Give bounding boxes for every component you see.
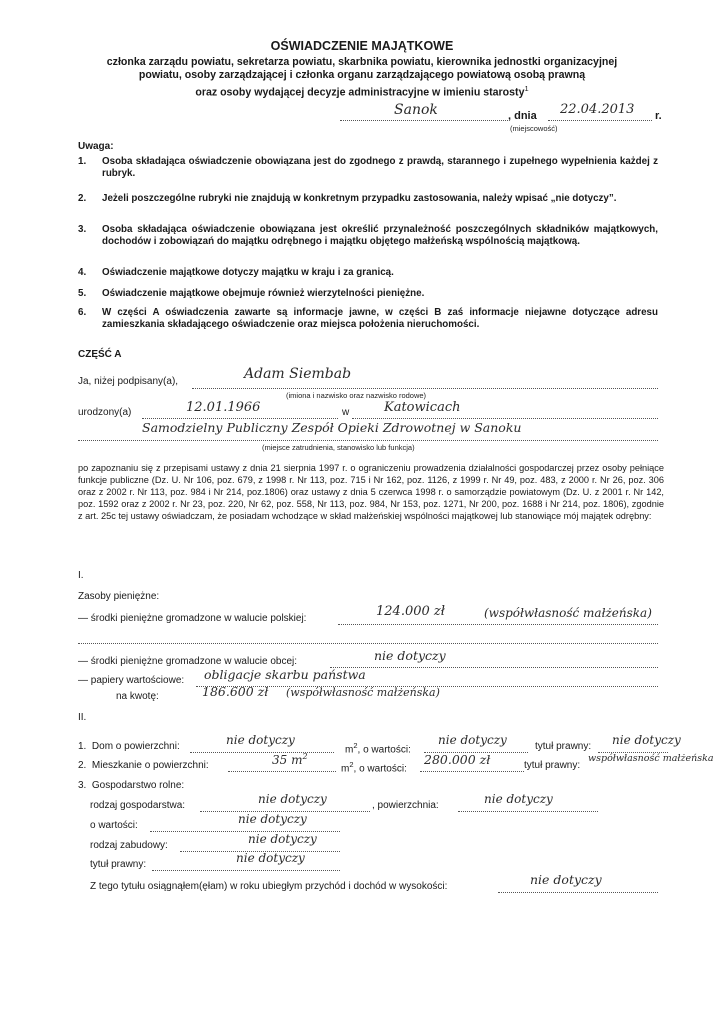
note-number: 6. [78,307,87,318]
gospodarstwo-label: Gospodarstwo rolne: [91,780,185,791]
pln-label: — środki pieniężne gromadzone w walucie polskiej: [78,613,307,624]
kwote-note[interactable]: (współwłasność małżeńska) [286,686,440,699]
mieszkanie-unit [341,760,407,774]
tytul-label: tytuł prawny: [90,859,147,870]
gospodarstwo-row [78,780,184,791]
pln-line-2 [78,643,658,644]
dom-title-label: tytuł prawny: [535,741,592,752]
uwaga-label: Uwaga: [78,141,114,152]
mieszkanie-value-line [420,771,524,772]
employment-value[interactable]: Samodzielny Publiczny Zespół Opieki Zdrowotnej w Sanoku [142,420,522,435]
dom-title-value[interactable]: nie dotyczy [612,733,681,747]
mieszkanie-area-value[interactable] [272,752,308,767]
subtitle-line-1: członka zarządu powiatu, sekretarza powiatu, skarbnika powiatu, kierownika jednostki organizacyjnej [106,56,618,68]
born-date-value[interactable]: 12.01.1966 [186,400,261,415]
place-caption: (miejscowość) [510,124,558,133]
name-value[interactable]: Adam Siembab [244,366,352,382]
kwote-value[interactable]: 186.600 zł [202,684,269,699]
dom-unit-text: m [345,744,354,756]
dom-number: 1. [78,741,87,752]
note-number: 1. [78,156,87,167]
note-text: Oświadczenie majątkowe dotyczy majątku w kraju i za granicą. [102,267,394,278]
note-number: 5. [78,288,87,299]
mieszkanie-title-value[interactable]: współwłasność małżeńska [588,753,714,764]
born-w-label: w [342,407,350,418]
mieszkanie-value[interactable]: 280.000 zł [424,752,491,767]
dom-value[interactable]: nie dotyczy [438,733,507,747]
date-value[interactable]: 22.04.2013 [560,102,635,117]
note-number: 3. [78,224,87,235]
zabudowy-value[interactable]: nie dotyczy [248,832,317,846]
dom-area-value[interactable]: nie dotyczy [226,733,295,747]
foreign-label: — środki pieniężne gromadzone w walucie obcej: [78,656,298,667]
mieszkanie-unit-sup: 2 [349,760,354,769]
born-date-line [142,418,338,419]
pln-note[interactable]: (współwłasność małżeńska) [484,606,652,620]
page-title: OŚWIADCZENIE MAJĄTKOWE [270,39,454,53]
mieszkanie-title-label: tytuł prawny: [524,760,581,771]
foreign-line [330,667,658,668]
mieszkanie-row [78,760,209,771]
dom-label: Dom o powierzchni: [91,741,180,752]
pln-value[interactable]: 124.000 zł [376,604,445,619]
dochod-value[interactable]: nie dotyczy [530,872,602,887]
mieszkanie-unit-text: m [341,763,350,775]
employment-caption: (miejsce zatrudnienia, stanowisko lub funkcja) [262,443,415,452]
dom-unit-sup: 2 [353,741,358,750]
wartosc-label: o wartości: [90,820,138,831]
pow-line [458,811,598,812]
note-text: Osoba składająca oświadczenie obowiązana jest do zgodnego z prawdą, starannego i zupełnego wypełnienia każdej z rubryk. [102,156,658,179]
tytul-line [152,870,340,871]
rodzaj-label: rodzaj gospodarstwa: [90,800,186,811]
employment-line [78,440,658,441]
dom-area-line [190,752,334,753]
law-reference-text: po zapoznaniu się z przepisami ustawy z dnia 21 sierpnia 1997 r. o ograniczeniu prowadzenia działalności gospodarczej przez osoby pełniące funkcje publiczne (Dz. U. Nr 106, poz. 679, z 1998 r. Nr 113, poz. 715 i Nr 162, poz. 1126, z 1999 r. Nr 49, poz. 483, z 2000 r. Nr 26, poz. 306 oraz z 2002 r. Nr 113, poz. 984 i Nr 214, poz.1806) oraz ustawy z dnia 5 czerwca 1998 r. o samorządzie powiatowym (Dz. U. z 2001 r. Nr 142, poz. 1592 oraz z 2002 r. Nr 23, poz. 220, Nr 62, poz. 558, Nr 113, poz. 984, Nr 153, poz. 1271, Nr 200, poz. 1688 i Nr 214, poz. 1806), zgodnie z art. 25c tej ustawy oświadczam, że posiadam wchodzące w skład małżeńskiej wspólności majątkowej lub stanowiące mój majątek odrębny: [78,463,664,521]
pow-label: , powierzchnia: [372,800,439,811]
date-line [548,120,652,121]
place-value[interactable]: Sanok [394,102,438,118]
note-5 [78,288,658,300]
dochod-label: Z tego tytułu osiągnąłem(ęłam) w roku ubiegłym przychód i dochód w wysokości: [90,881,448,892]
name-caption: (imiona i nazwisko oraz nazwisko rodowe) [286,391,427,400]
note-text: Jeżeli poszczególne rubryki nie znajdują w konkretnym przypadku zastosowania, należy wpisać „nie dotyczy”. [102,193,617,204]
tytul-value[interactable]: nie dotyczy [236,851,305,865]
zabudowy-label: rodzaj zabudowy: [90,840,168,851]
born-label: urodzony(a) [78,407,132,418]
mieszkanie-area-line [228,771,336,772]
rodzaj-value[interactable]: nie dotyczy [258,792,327,806]
kwote-label: na kwotę: [116,691,159,702]
ja-label: Ja, niżej podpisany(a), [78,376,179,387]
subtitle-line-2: powiatu, osoby zarządzającej i członka organu zarządzającego powiatową osobą prawną [138,69,586,81]
mieszkanie-value-label: , o wartości: [353,763,407,775]
mieszkanie-number: 2. [78,760,87,771]
note-3 [78,224,658,248]
r-label: r. [655,110,662,122]
name-line [192,388,658,389]
note-text: Osoba składająca oświadczenie obowiązana jest określić przynależność poszczególnych składników majątkowych, dochodów i zobowiązań do majątku odrębnego i majątku objętego małżeńską wspólnością majątkową. [102,224,658,247]
pow-value[interactable]: nie dotyczy [484,792,553,806]
dnia-label: , dnia [508,110,537,122]
wartosc-value[interactable]: nie dotyczy [238,812,307,826]
note-text: Oświadczenie majątkowe obejmuje również wierzytelności pieniężne. [102,288,425,299]
place-line [340,120,508,121]
born-place-line [352,418,658,419]
note-1 [78,156,658,180]
note-number: 4. [78,267,87,278]
pln-line [338,624,658,625]
dom-value-label: , o wartości: [357,744,411,756]
section-i-label: I. [78,570,84,581]
note-2 [78,193,658,205]
mieszkanie-area-text: 35 m [272,753,303,767]
czesc-a-label: CZĘŚĆ A [78,349,122,360]
dochod-line [498,892,658,893]
gospodarstwo-number: 3. [78,780,87,791]
subtitle-line-3 [0,82,724,100]
papers-label: — papiery wartościowe: [78,675,185,686]
mieszkanie-area-sup: 2 [302,752,308,761]
mieszkanie-label: Mieszkanie o powierzchni: [91,760,209,771]
subtitle-line-3-text: oraz osoby wydającej decyzje administracyjne w imieniu starosty [195,86,525,99]
dom-unit [345,741,411,755]
papers-value[interactable]: obligacje skarbu państwa [204,667,366,682]
note-6 [78,307,658,331]
dom-row [78,741,180,752]
foreign-value[interactable]: nie dotyczy [374,648,446,663]
section-ii-label: II. [78,712,87,723]
born-place-value[interactable]: Katowicach [384,400,461,415]
note-text: W części A oświadczenia zawarte są informacje jawne, w części B zaś informacje niejawne dotyczące adresu zamieszkania składającego oświadczenie oraz miejsca położenia nieruchomości. [102,307,658,330]
note-4 [78,267,658,279]
note-number: 2. [78,193,87,204]
zasoby-label: Zasoby pieniężne: [78,591,160,602]
footnote-mark: 1 [524,84,529,93]
